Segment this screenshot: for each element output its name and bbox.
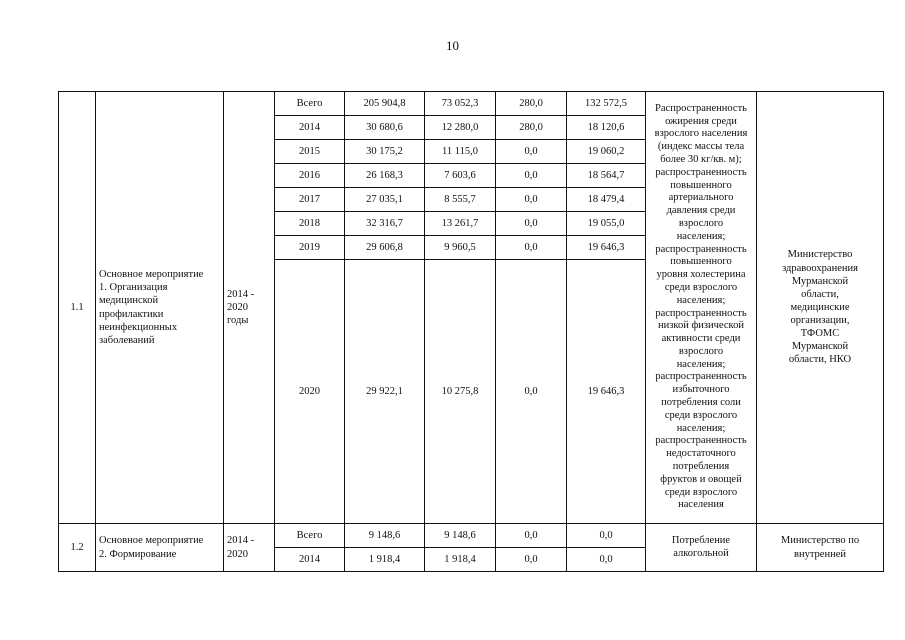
- finance-federal: 0,0: [496, 212, 567, 236]
- finance-year: 2019: [275, 236, 345, 260]
- finance-other: 19 646,3: [567, 236, 646, 260]
- executors: [757, 92, 884, 524]
- finance-total: 32 316,7: [345, 212, 425, 236]
- finance-federal: 0,0: [496, 188, 567, 212]
- finance-total: 9 148,6: [345, 524, 425, 548]
- event-name: Основное мероприятие 1. Организация медицинской профилактики неинфекционных заболеваний: [96, 92, 224, 524]
- finance-total: 29 922,1: [345, 260, 425, 524]
- finance-federal: 0,0: [496, 260, 567, 524]
- table-row: [59, 92, 884, 116]
- finance-total: 26 168,3: [345, 164, 425, 188]
- finance-regional: 10 275,8: [425, 260, 496, 524]
- finance-regional: 9 148,6: [425, 524, 496, 548]
- finance-regional: 73 052,3: [425, 92, 496, 116]
- finance-other: 0,0: [567, 548, 646, 572]
- finance-regional: 13 261,7: [425, 212, 496, 236]
- finance-federal: 0,0: [496, 548, 567, 572]
- finance-regional: 7 603,6: [425, 164, 496, 188]
- indicators: [646, 92, 757, 524]
- finance-year: 2017: [275, 188, 345, 212]
- finance-federal: 0,0: [496, 236, 567, 260]
- finance-total: 1 918,4: [345, 548, 425, 572]
- executors: [757, 524, 884, 572]
- finance-total: 205 904,8: [345, 92, 425, 116]
- finance-federal: 280,0: [496, 92, 567, 116]
- finance-regional: 1 918,4: [425, 548, 496, 572]
- finance-federal: 0,0: [496, 140, 567, 164]
- finance-regional: 11 115,0: [425, 140, 496, 164]
- finance-other: 19 055,0: [567, 212, 646, 236]
- executors-text: Министерство по внутренней: [780, 535, 860, 560]
- page-number: 10: [446, 38, 459, 53]
- executors-text: Министерство здравоохранения Мурманской области, медицинские организации, ТФОМС Мурманской области, НКО: [782, 249, 858, 366]
- finance-year: 2014: [275, 116, 345, 140]
- finance-year: 2016: [275, 164, 345, 188]
- finance-total: 30 680,6: [345, 116, 425, 140]
- finance-other: 18 479,4: [567, 188, 646, 212]
- finance-other: 0,0: [567, 524, 646, 548]
- event-period: 2014 - 2020 годы: [224, 92, 275, 524]
- row-number: 1.1: [59, 92, 96, 524]
- indicators-text: Распространенность ожирения среди взрослого населения (индекс массы тела более 30 кг/кв. м); распространенность повышенного артериального давления среди взрослого населения; распространенность повышенного уровня холестерина среди взрослого населения; распространенность низкой физической активности среди взрослого населения; распространенность избыточного потребления соли среди взрослого населения; распространенность недостаточного потребления фруктов и овощей среди взрослого населения: [654, 102, 748, 511]
- finance-year: 2020: [275, 260, 345, 524]
- finance-federal: 0,0: [496, 524, 567, 548]
- finance-regional: 8 555,7: [425, 188, 496, 212]
- finance-year: 2015: [275, 140, 345, 164]
- finance-federal: 280,0: [496, 116, 567, 140]
- finance-regional: 12 280,0: [425, 116, 496, 140]
- finance-federal: 0,0: [496, 164, 567, 188]
- program-table: [58, 91, 884, 572]
- finance-regional: 9 960,5: [425, 236, 496, 260]
- finance-other: 18 120,6: [567, 116, 646, 140]
- indicators: [646, 524, 757, 572]
- finance-other: 18 564,7: [567, 164, 646, 188]
- program-table-body: [59, 92, 884, 572]
- event-name: Основное мероприятие 2. Формирование: [96, 524, 224, 572]
- finance-total: 30 175,2: [345, 140, 425, 164]
- row-number: 1.2: [59, 524, 96, 572]
- event-period: 2014 - 2020: [224, 524, 275, 572]
- finance-other: 19 646,3: [567, 260, 646, 524]
- finance-total: 29 606,8: [345, 236, 425, 260]
- finance-total: 27 035,1: [345, 188, 425, 212]
- finance-other: 132 572,5: [567, 92, 646, 116]
- table-row: [59, 524, 884, 548]
- finance-year: Всего: [275, 92, 345, 116]
- finance-year: 2014: [275, 548, 345, 572]
- finance-year: Всего: [275, 524, 345, 548]
- finance-year: 2018: [275, 212, 345, 236]
- finance-other: 19 060,2: [567, 140, 646, 164]
- indicators-text: Потребление алкогольной: [671, 534, 731, 559]
